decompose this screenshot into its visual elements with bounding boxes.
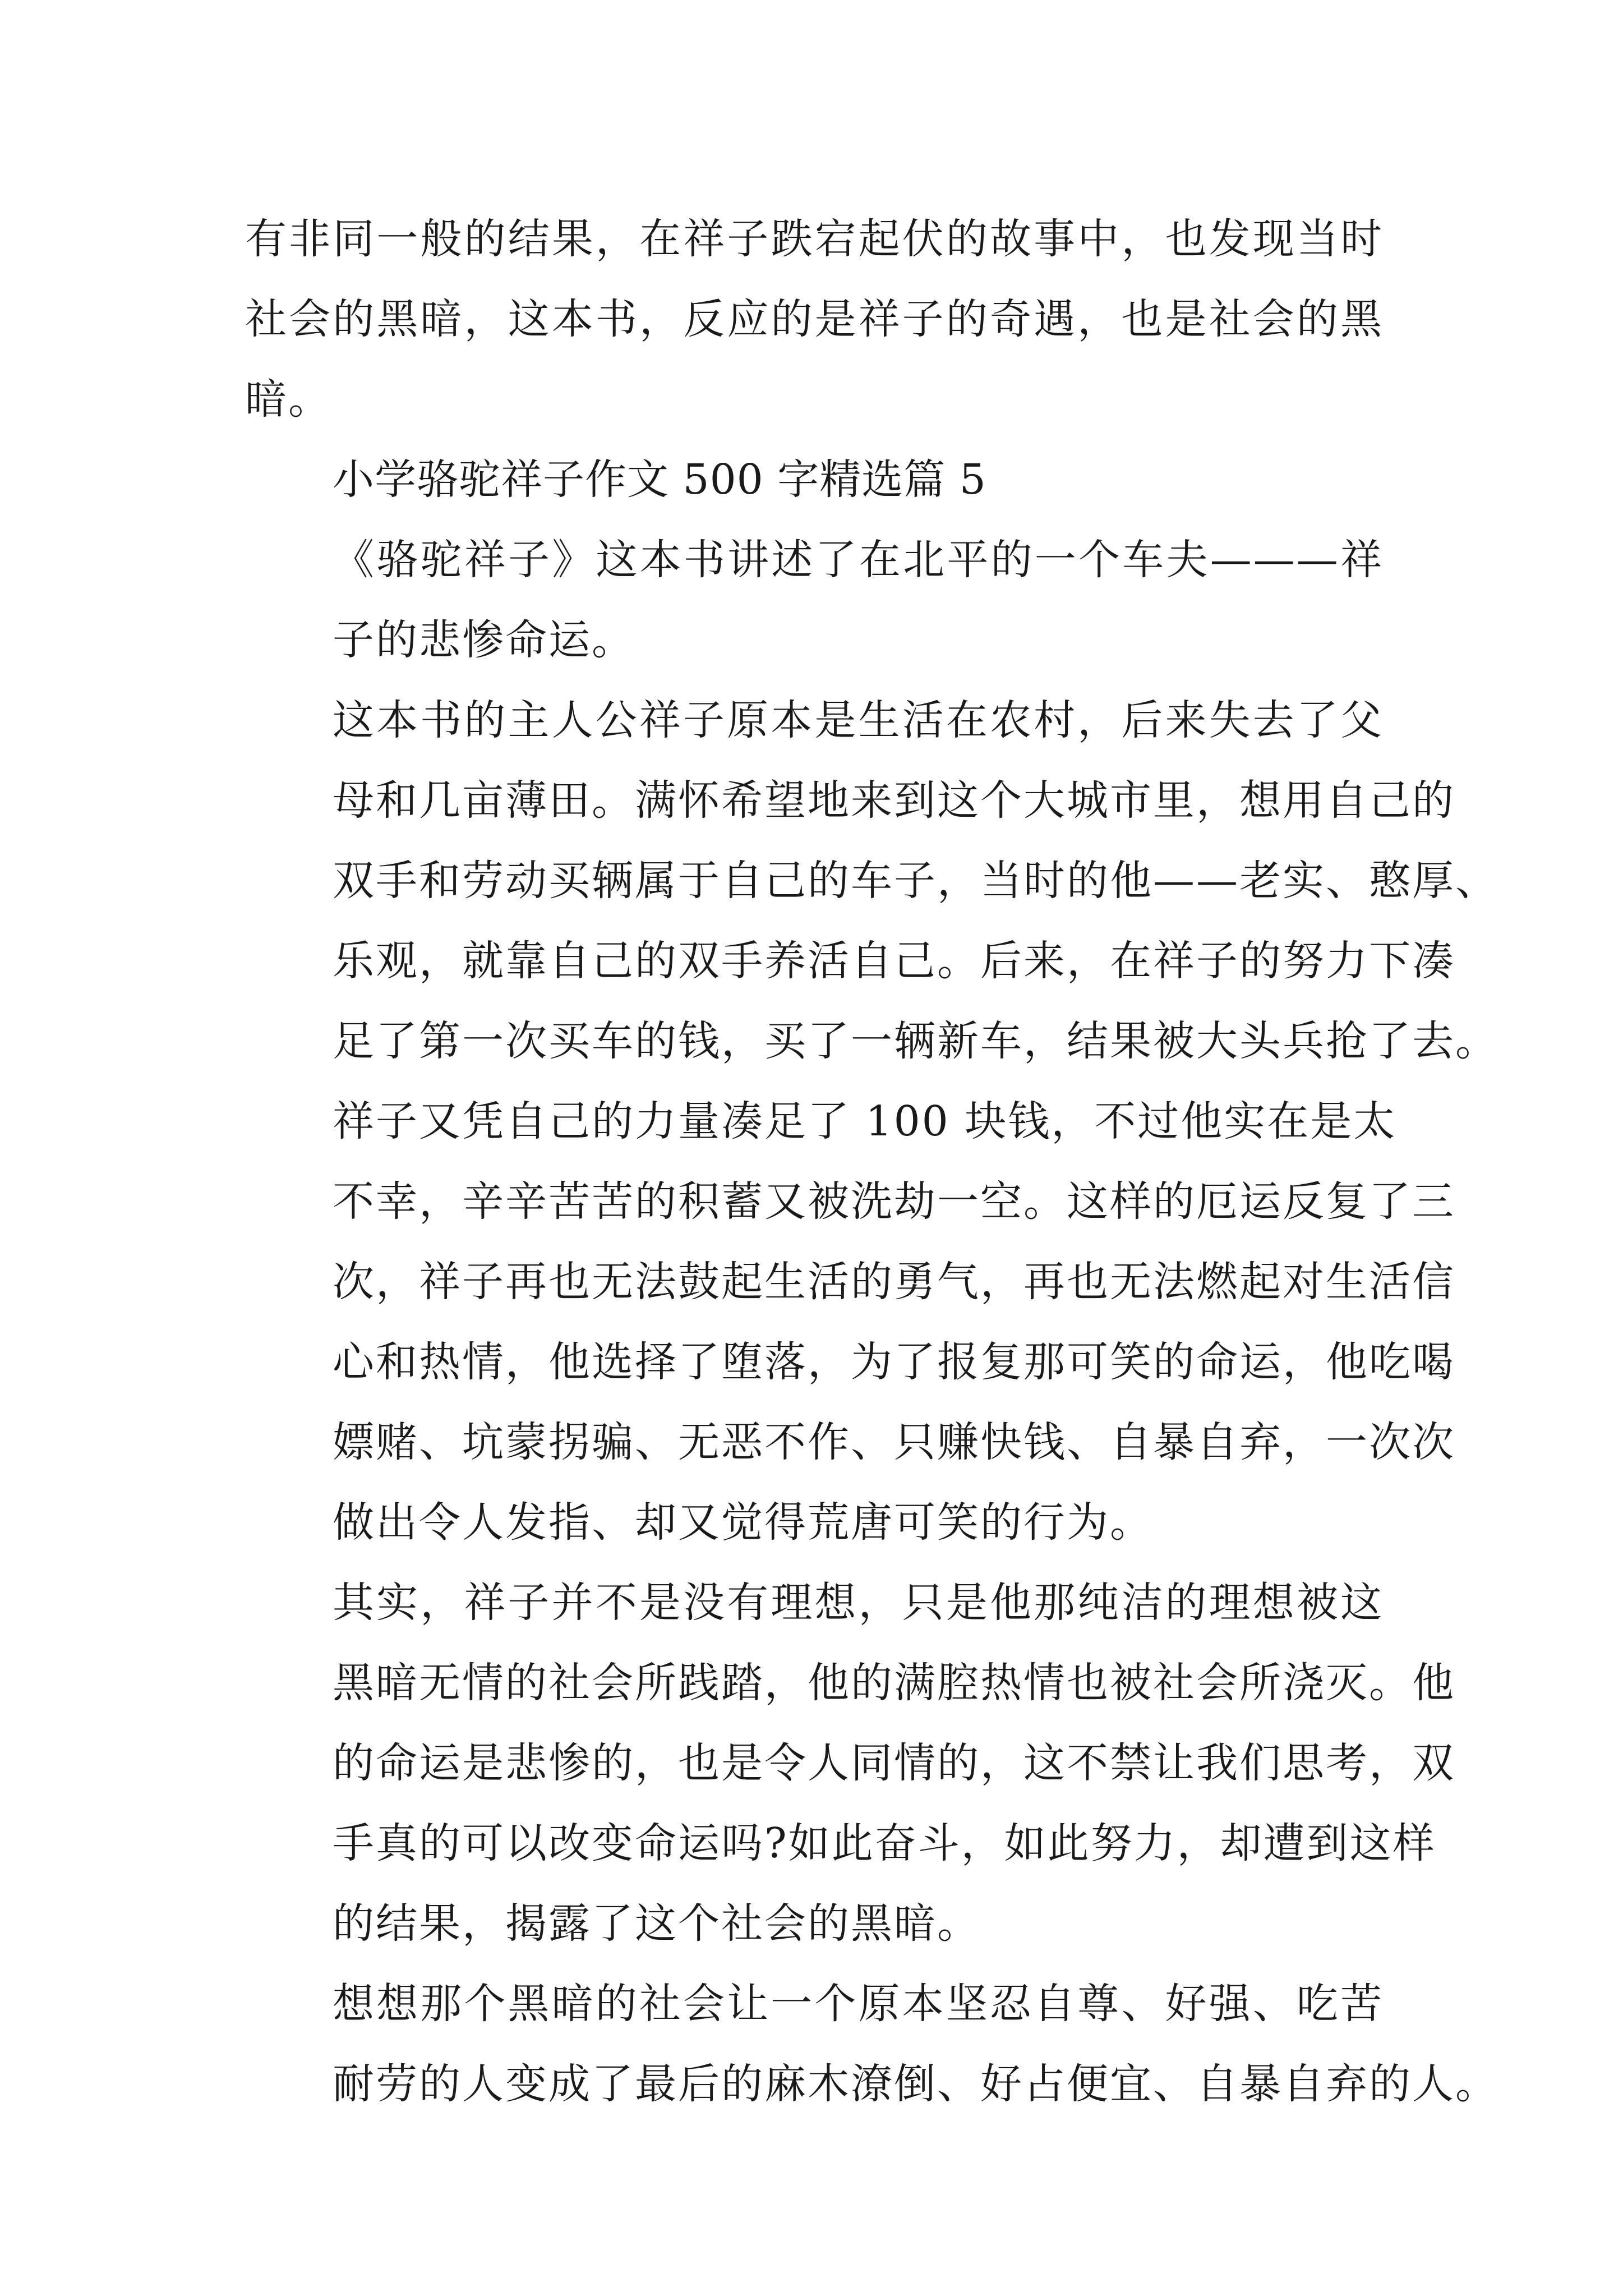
text-line: 黑暗无情的社会所践踏，他的满腔热情也被社会所浇灭。他 bbox=[333, 1659, 1455, 1707]
text-line: 这本书的主人公祥子原本是生活在农村，后来失去了父 bbox=[333, 696, 1384, 744]
text-line: 社会的黑暗，这本书，反应的是祥子的奇遇，也是社会的黑 bbox=[245, 295, 1384, 343]
text-line: 子的悲惨命运。 bbox=[333, 616, 635, 664]
text-line: 足了第一次买车的钱，买了一辆新车，结果被大头兵抢了去。 bbox=[333, 1017, 1498, 1065]
text-line: 其实，祥子并不是没有理想，只是他那纯洁的理想被这 bbox=[333, 1579, 1384, 1627]
text-line: 有非同一般的结果，在祥子跌宕起伏的故事中，也发现当时 bbox=[245, 215, 1384, 263]
text-line: 想想那个黑暗的社会让一个原本坚忍自尊、好强、吃苦 bbox=[333, 1980, 1384, 2028]
paragraph-misfortune bbox=[245, 1082, 1455, 1563]
text-line: 《骆驼祥子》这本书讲述了在北平的一个车夫———祥 bbox=[333, 536, 1384, 584]
paragraph-intro bbox=[245, 520, 1384, 680]
text-line: 的命运是悲惨的，也是令人同情的，这不禁让我们思考，双 bbox=[333, 1739, 1455, 1787]
paragraph-background bbox=[245, 680, 1498, 1082]
paragraph-continuation bbox=[245, 199, 1384, 440]
text-line: 暗。 bbox=[245, 375, 331, 424]
text-line: 耐劳的人变成了最后的麻木潦倒、好占便宜、自暴自弃的人。 bbox=[333, 2060, 1498, 2108]
text-line: 祥子又凭自己的力量凑足了 100 块钱，不过他实在是太 bbox=[333, 1097, 1397, 1145]
text-line: 的结果，揭露了这个社会的黑暗。 bbox=[333, 1899, 980, 1948]
section-heading bbox=[245, 440, 1384, 520]
text-line: 做出令人发指、却又觉得荒唐可笑的行为。 bbox=[333, 1498, 1153, 1547]
paragraph-reflection bbox=[245, 1563, 1455, 1964]
text-line: 不幸，辛辛苦苦的积蓄又被洗劫一空。这样的厄运反复了三 bbox=[333, 1177, 1455, 1226]
paragraph-conclusion bbox=[245, 1964, 1498, 2124]
text-line: 次，祥子再也无法鼓起生活的勇气，再也无法燃起对生活信 bbox=[333, 1258, 1455, 1306]
text-line: 心和热情，他选择了堕落，为了报复那可笑的命运，他吃喝 bbox=[333, 1338, 1455, 1386]
text-line: 乐观，就靠自己的双手养活自己。后来，在祥子的努力下凑 bbox=[333, 937, 1455, 985]
heading-text: 小学骆驼祥子作文 500 字精选篇 5 bbox=[333, 455, 986, 504]
text-line: 双手和劳动买辆属于自己的车子，当时的他——老实、憨厚、 bbox=[333, 857, 1498, 905]
text-line: 手真的可以改变命运吗?如此奋斗，如此努力，却遭到这样 bbox=[333, 1819, 1436, 1867]
document-body bbox=[245, 199, 1498, 2124]
text-line: 嫖赌、坑蒙拐骗、无恶不作、只赚快钱、自暴自弃，一次次 bbox=[333, 1418, 1455, 1466]
text-line: 母和几亩薄田。满怀希望地来到这个大城市里，想用自己的 bbox=[333, 776, 1455, 825]
